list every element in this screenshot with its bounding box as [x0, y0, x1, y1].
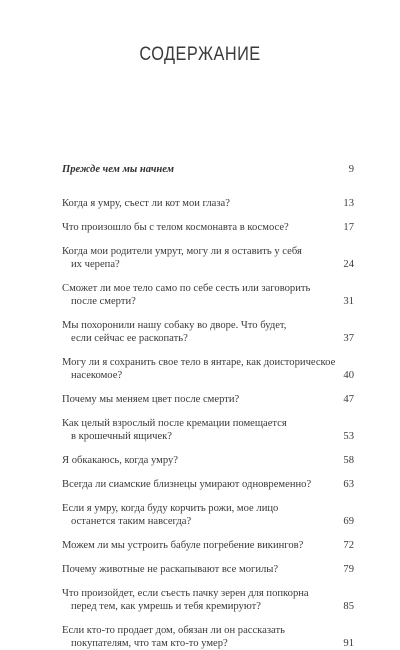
toc-entry-title: [62, 282, 354, 308]
toc-entry-line: если сейчас ее раскопать?: [71, 333, 188, 344]
toc-entry-line: Когда я умру, съест ли кот мои глаза?: [62, 198, 230, 209]
toc-entry-line: Что произошло бы с телом космонавта в космосе?: [62, 222, 289, 233]
toc-page-number: 58: [343, 455, 354, 466]
toc-entry: [62, 563, 354, 576]
toc-page-number: 85: [343, 601, 354, 612]
toc-entry-title: [62, 587, 354, 613]
toc-entry-line: в крошечный ящичек?: [71, 431, 172, 442]
toc-page-number: 72: [343, 540, 354, 551]
toc-entry-line: Если кто-то продает дом, обязан ли он рассказать: [62, 625, 285, 636]
toc-entry-line: насекомое?: [71, 370, 123, 381]
toc-entry-line: Прежде чем мы начнем: [62, 164, 175, 175]
table-of-contents: [62, 152, 354, 650]
toc-entry: [62, 282, 354, 308]
toc-entry-line: Как целый взрослый после кремации помещается: [62, 418, 287, 429]
toc-entry-line: Я обкакаюсь, когда умру?: [62, 455, 179, 466]
toc-entry: [62, 624, 354, 650]
toc-entry-title: [62, 221, 354, 234]
toc-entry-title: [62, 478, 354, 491]
toc-entry-line: покупателям, что там кто-то умер?: [71, 638, 228, 649]
toc-entry-title: [62, 356, 354, 382]
toc-page-number: 40: [343, 370, 354, 381]
toc-entry: [62, 221, 354, 234]
toc-entry-line: Можем ли мы устроить бабуле погребение викингов?: [62, 540, 304, 551]
toc-entry: [62, 393, 354, 406]
toc-entry-title: [62, 319, 354, 345]
toc-entry: [62, 245, 354, 271]
toc-entry-line: Что произойдет, если съесть пачку зерен для попкорна: [62, 588, 309, 599]
toc-entry-title: [62, 454, 354, 467]
toc-page-number: 79: [343, 564, 354, 575]
toc-page-number: 17: [343, 222, 354, 233]
toc-page-number: 69: [343, 516, 354, 527]
toc-entry-title: [62, 197, 354, 210]
toc-entry-line: Почему животные не раскапывают все могилы?: [62, 564, 279, 575]
toc-entry-line: после смерти?: [71, 296, 136, 307]
toc-entry: [62, 356, 354, 382]
toc-entry: [62, 197, 354, 210]
toc-page-number: 24: [343, 259, 354, 270]
toc-page-number: 9: [348, 164, 354, 175]
toc-entry-title: [62, 417, 354, 443]
toc-page-number: 91: [343, 638, 354, 649]
toc-entry-line: их черепа?: [71, 259, 120, 270]
toc-entry-line: останется таким навсегда?: [71, 516, 192, 527]
toc-entry-title: [62, 539, 354, 552]
toc-page-number: 37: [343, 333, 354, 344]
toc-page-number: 53: [343, 431, 354, 442]
toc-entry-line: Сможет ли мое тело само по себе сесть или заговорить: [62, 283, 311, 294]
toc-entry-line: Могу ли я сохранить свое тело в янтаре, как доисторическое: [62, 357, 336, 368]
toc-page-number: 13: [343, 198, 354, 209]
toc-entry-title: [62, 393, 354, 406]
toc-entry-line: Почему мы меняем цвет после смерти?: [62, 394, 240, 405]
toc-entry: [62, 319, 354, 345]
toc-entry: [62, 417, 354, 443]
toc-entry: [62, 502, 354, 528]
toc-page-number: 47: [343, 394, 354, 405]
toc-entry: [62, 478, 354, 491]
toc-entry-title: [62, 245, 354, 271]
toc-entry-line: Если я умру, когда буду корчить рожи, мое лицо: [62, 503, 279, 514]
toc-entry-line: Когда мои родители умрут, могу ли я оставить у себя: [62, 246, 302, 257]
toc-entry-title: [62, 624, 354, 650]
toc-entry-title: [62, 563, 354, 576]
toc-entry-intro: [62, 163, 354, 176]
toc-page-number: 31: [343, 296, 354, 307]
toc-entry: [62, 587, 354, 613]
toc-entry-title: [62, 163, 354, 176]
toc-entry: [62, 539, 354, 552]
toc-entry: [62, 454, 354, 467]
page-title: СОДЕРЖАНИЕ: [139, 44, 261, 65]
toc-page-number: 63: [343, 479, 354, 490]
toc-entry-line: Мы похоронили нашу собаку во дворе. Что будет,: [62, 320, 287, 331]
toc-entry-title: [62, 502, 354, 528]
toc-entry-line: перед тем, как умрешь и тебя кремируют?: [71, 601, 261, 612]
toc-entry-line: Всегда ли сиамские близнецы умирают одновременно?: [62, 479, 312, 490]
